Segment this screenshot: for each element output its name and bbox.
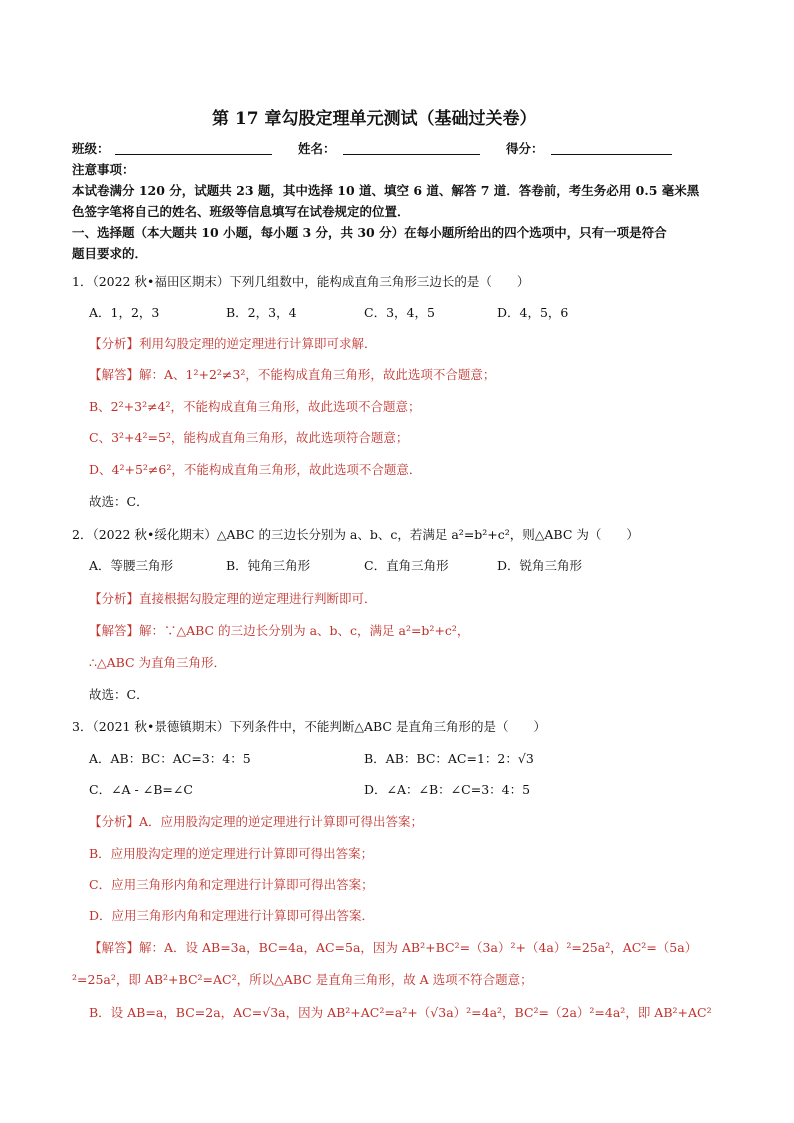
- question-stem: 2．（2022 秋•绥化期末）△ABC 的三边长分别为 a、b、c，若满足 a²=b²+c²，则△ABC 为（ ）: [72, 527, 639, 542]
- option-d: D．4，5，6: [497, 305, 569, 320]
- name-label: 姓名：: [298, 141, 336, 156]
- analysis-text: 【分析】利用勾股定理的逆定理进行计算即可求解．: [89, 336, 377, 351]
- option-d: D．∠A：∠B：∠C=3：4：5: [364, 782, 531, 797]
- page-title: 第 17 章勾股定理单元测试（基础过关卷）: [212, 109, 537, 129]
- option-a: A．1，2，3: [89, 305, 160, 320]
- notice-line: 本试卷满分 120 分，试题共 23 题，其中选择 10 道、填空 6 道、解答 7 道．答卷前，考生务必用 0.5 毫米黑: [72, 183, 700, 198]
- option-d: D．锐角三角形: [497, 558, 583, 573]
- answer-line: D、4²+5²≠6²，不能构成直角三角形，故此选项不合题意．: [89, 462, 422, 477]
- answer-line: B．设 AB=a，BC=2a，AC=√3a，因为 AB²+AC²=a²+（√3a）²=4a²，BC²=（2a）²=4a²，即 AB²+AC²: [89, 1005, 712, 1020]
- class-blank[interactable]: [115, 154, 272, 155]
- option-c: C．3，4，5: [364, 305, 435, 320]
- option-a: A．等腰三角形: [89, 558, 174, 573]
- answer-line: 【解答】解：∵△ABC 的三边长分别为 a、b、c，满足 a²=b²+c²，: [89, 623, 470, 638]
- analysis-line: D．应用三角形内角和定理进行计算即可得出答案．: [89, 908, 375, 923]
- option-b: B．AB：BC：AC=1：2：√3: [364, 751, 534, 766]
- notice-heading: 注意事项：: [72, 162, 135, 177]
- answer-line: B、2²+3²≠4²，不能构成直角三角形，故此选项不合题意；: [89, 399, 421, 414]
- score-label: 得分：: [506, 141, 544, 156]
- class-label: 班级：: [72, 141, 110, 156]
- option-a: A．AB：BC：AC=3：4：5: [89, 751, 251, 766]
- answer-line: ∴△ABC 为直角三角形．: [89, 655, 227, 670]
- answer-line: ²=25a²，即 AB²+BC²=AC²，所以△ABC 是直角三角形，故 A 选项不符合题意；: [72, 972, 533, 987]
- final-answer: 故选：C．: [89, 494, 149, 509]
- answer-line: C、3²+4²=5²，能构成直角三角形，故此选项符合题意；: [89, 430, 409, 445]
- analysis-line: B．应用股沟定理的逆定理进行计算即可得出答案；: [89, 846, 374, 861]
- option-c: C．∠A - ∠B=∠C: [89, 782, 193, 797]
- analysis-line: C．应用三角形内角和定理进行计算即可得出答案；: [89, 877, 374, 892]
- answer-line: 【解答】解：A、1²+2²≠3²，不能构成直角三角形，故此选项不合题意；: [89, 367, 496, 382]
- answer-line: 【解答】解：A．设 AB=3a，BC=4a，AC=5a，因为 AB²+BC²=（3a）²+（4a）²=25a²，AC²=（5a）: [89, 940, 698, 955]
- name-blank[interactable]: [343, 154, 480, 155]
- analysis-text: 【分析】直接根据勾股定理的逆定理进行判断即可．: [89, 591, 377, 606]
- analysis-line: 【分析】A．应用股沟定理的逆定理进行计算即可得出答案；: [89, 814, 424, 829]
- option-b: B．钝角三角形: [226, 558, 311, 573]
- notice-line: 色签字笔将自己的姓名、班级等信息填写在试卷规定的位置．: [72, 204, 410, 219]
- option-b: B．2，3，4: [226, 305, 297, 320]
- question-stem: 1．（2022 秋•福田区期末）下列几组数中，能构成直角三角形三边长的是（ ）: [72, 274, 530, 289]
- section-heading: 一、选择题（本大题共 10 小题，每小题 3 分，共 30 分）在每小题所给出的四个选项中，只有一项是符合: [72, 225, 667, 240]
- option-c: C．直角三角形: [364, 558, 449, 573]
- final-answer: 故选：C．: [89, 687, 149, 702]
- score-blank[interactable]: [551, 154, 672, 155]
- question-stem: 3．（2021 秋•景德镇期末）下列条件中，不能判断△ABC 是直角三角形的是（ ）: [72, 719, 546, 734]
- section-heading: 题目要求的．: [72, 246, 148, 261]
